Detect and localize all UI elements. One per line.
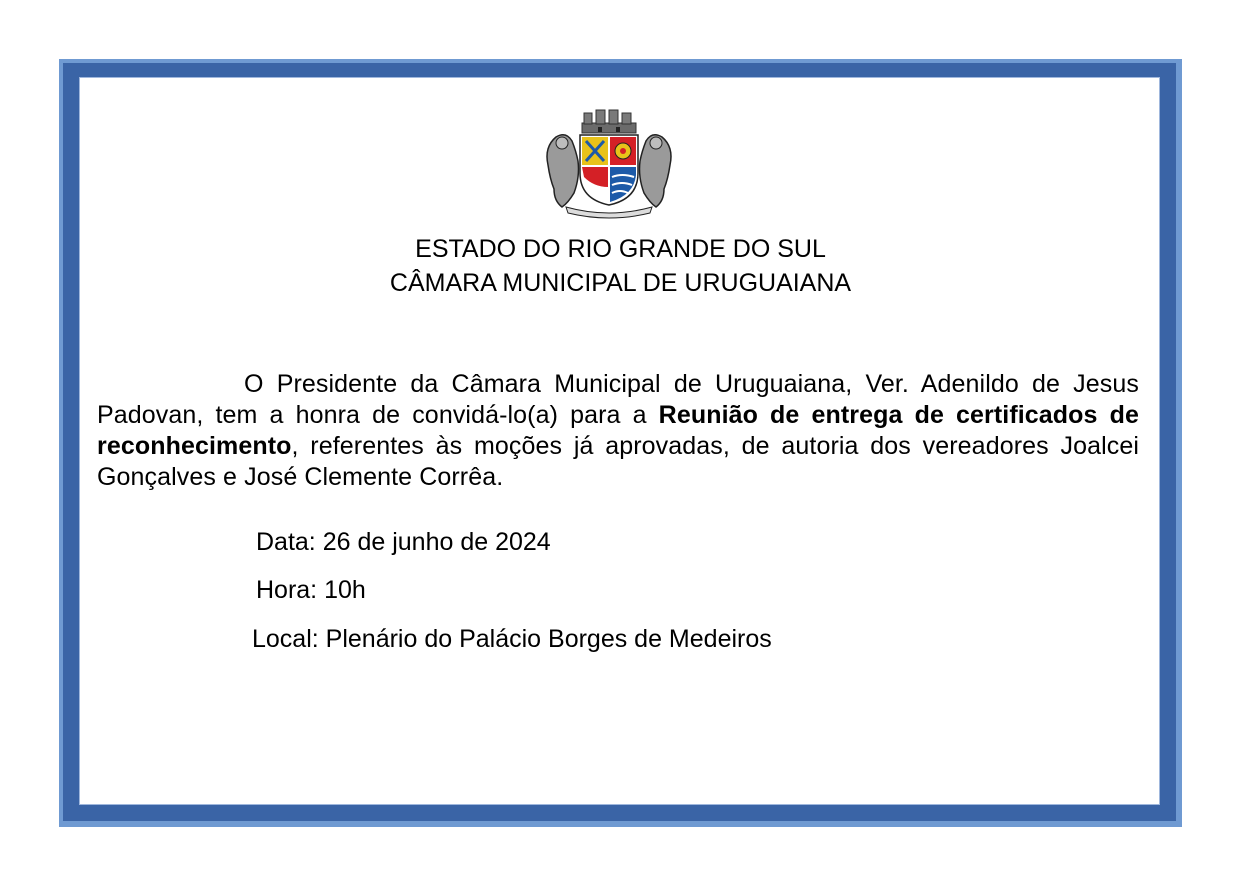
- coat-of-arms-icon: [542, 107, 676, 219]
- council-name-heading: CÂMARA MUNICIPAL DE URUGUAIANA: [389, 269, 852, 297]
- state-name-heading: ESTADO DO RIO GRANDE DO SUL: [415, 235, 826, 263]
- invitation-paragraph: [97, 369, 1139, 493]
- event-date: Data: 26 de junho de 2024: [256, 528, 551, 556]
- invitation-text-end: , referentes às moções já aprovadas, de autoria dos vereadores Joalcei Gonçalves e José Clemente Corrêa.: [97, 432, 1139, 491]
- event-location: Local: Plenário do Palácio Borges de Medeiros: [252, 625, 772, 653]
- event-title: Reunião de entrega de certificados de reconhecimento: [97, 401, 1139, 460]
- invitation-text-start: O Presidente da Câmara Municipal de Uruguaiana, Ver. Adenildo de Jesus Padovan, tem a honra de convidá-lo(a) para a: [97, 370, 1139, 429]
- event-time: Hora: 10h: [256, 576, 366, 604]
